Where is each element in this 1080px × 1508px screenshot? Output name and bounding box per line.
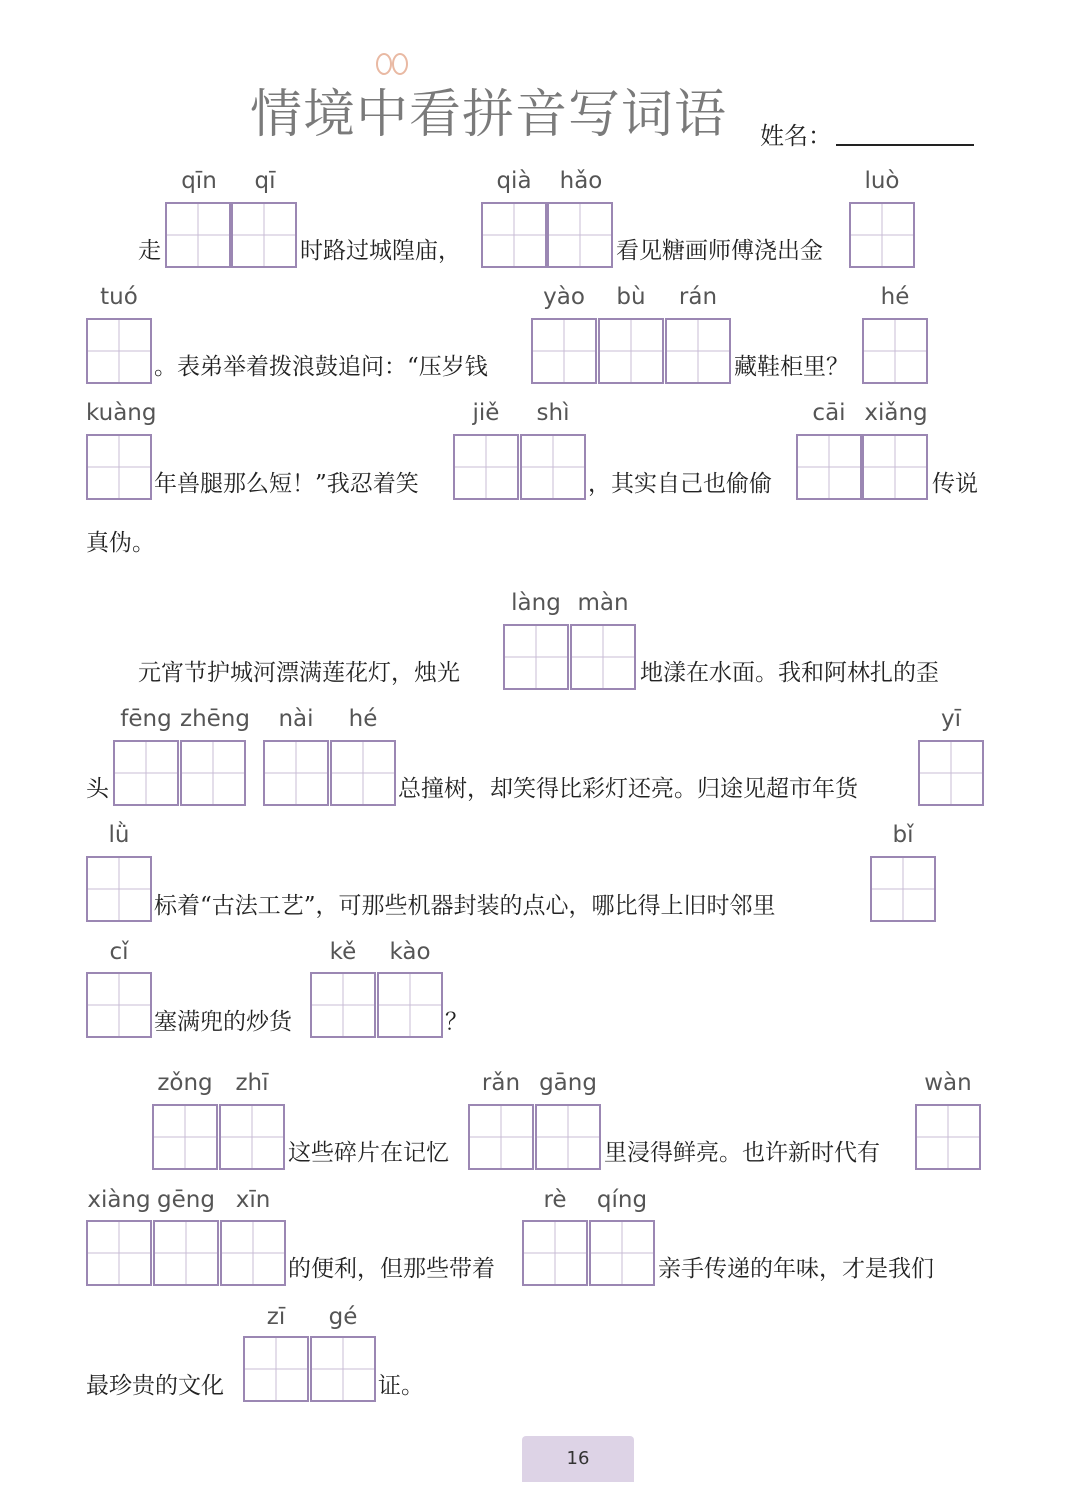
tianzige-writing-box[interactable] bbox=[870, 856, 936, 922]
passage-text: 头 bbox=[86, 776, 109, 802]
pinyin-label: hé bbox=[880, 284, 910, 310]
pinyin-label: kào bbox=[389, 939, 431, 965]
tianzige-writing-box[interactable] bbox=[219, 1104, 285, 1170]
passage-text: 时路过城隍庙， bbox=[300, 238, 461, 264]
tianzige-writing-box[interactable] bbox=[535, 1104, 601, 1170]
tianzige-writing-box[interactable] bbox=[862, 434, 928, 500]
tianzige-writing-box[interactable] bbox=[86, 972, 152, 1038]
passage-text: 塞满兜的炒货 bbox=[154, 1009, 292, 1035]
pinyin-label: yī bbox=[940, 706, 961, 732]
tianzige-writing-box[interactable] bbox=[570, 624, 636, 690]
passage-text: 证。 bbox=[378, 1373, 424, 1399]
pinyin-label: cāi bbox=[812, 400, 846, 426]
tianzige-writing-box[interactable] bbox=[86, 434, 152, 500]
passage-text: 这些碎片在记忆 bbox=[288, 1140, 449, 1166]
tianzige-writing-box[interactable] bbox=[165, 202, 231, 268]
passage-text: 年兽腿那么短！”我忍着笑 bbox=[154, 471, 419, 497]
tianzige-writing-box[interactable] bbox=[113, 740, 179, 806]
tianzige-writing-box[interactable] bbox=[86, 318, 152, 384]
tianzige-writing-box[interactable] bbox=[468, 1104, 534, 1170]
passage-text: 看见糖画师傅浇出金 bbox=[616, 238, 823, 264]
pinyin-label: kě bbox=[329, 939, 357, 965]
pinyin-label: gēng bbox=[157, 1187, 215, 1213]
pinyin-label: zhī bbox=[235, 1070, 269, 1096]
tianzige-writing-box[interactable] bbox=[598, 318, 664, 384]
tianzige-writing-box[interactable] bbox=[152, 1104, 218, 1170]
passage-text: 真伪。 bbox=[86, 530, 155, 556]
tianzige-writing-box[interactable] bbox=[86, 1220, 152, 1286]
passage-text: 藏鞋柜里？ bbox=[734, 354, 849, 380]
passage-text: 的便利，但那些带着 bbox=[288, 1256, 495, 1282]
pinyin-label: rè bbox=[543, 1187, 567, 1213]
tianzige-writing-box[interactable] bbox=[220, 1220, 286, 1286]
tianzige-writing-box[interactable] bbox=[377, 972, 443, 1038]
page-number: 16 bbox=[522, 1436, 634, 1482]
pinyin-label: lǜ bbox=[108, 822, 130, 848]
pinyin-label: yào bbox=[543, 284, 585, 310]
passage-text: 。表弟举着拨浪鼓追问：“压岁钱 bbox=[154, 354, 488, 380]
pinyin-label: shì bbox=[536, 400, 570, 426]
passage-text: 总撞树，却笑得比彩灯还亮。归途见超市年货 bbox=[398, 776, 858, 802]
tianzige-writing-box[interactable] bbox=[531, 318, 597, 384]
pinyin-label: làng bbox=[511, 590, 561, 616]
pinyin-label: qī bbox=[254, 168, 276, 194]
pinyin-label: rán bbox=[678, 284, 718, 310]
tianzige-writing-box[interactable] bbox=[589, 1220, 655, 1286]
tianzige-writing-box[interactable] bbox=[86, 856, 152, 922]
tianzige-writing-box[interactable] bbox=[243, 1336, 309, 1402]
pinyin-label: xīn bbox=[235, 1187, 271, 1213]
name-field-line[interactable] bbox=[836, 144, 974, 146]
pinyin-label: cǐ bbox=[109, 939, 129, 965]
pinyin-label: luò bbox=[864, 168, 900, 194]
bunny-ears-icon bbox=[370, 52, 414, 76]
pinyin-label: bǐ bbox=[892, 822, 914, 848]
pinyin-label: tuó bbox=[100, 284, 138, 310]
tianzige-writing-box[interactable] bbox=[263, 740, 329, 806]
tianzige-writing-box[interactable] bbox=[796, 434, 862, 500]
name-label: 姓名： bbox=[760, 122, 832, 150]
tianzige-writing-box[interactable] bbox=[522, 1220, 588, 1286]
passage-text: ？ bbox=[445, 1009, 468, 1035]
passage-text: 里浸得鲜亮。也许新时代有 bbox=[604, 1140, 880, 1166]
pinyin-label: qíng bbox=[596, 1187, 648, 1213]
tianzige-writing-box[interactable] bbox=[330, 740, 396, 806]
pinyin-label: nài bbox=[278, 706, 314, 732]
passage-text: 最珍贵的文化 bbox=[86, 1373, 224, 1399]
tianzige-writing-box[interactable] bbox=[310, 1336, 376, 1402]
tianzige-writing-box[interactable] bbox=[520, 434, 586, 500]
tianzige-writing-box[interactable] bbox=[481, 202, 547, 268]
pinyin-label: qīn bbox=[181, 168, 217, 194]
pinyin-label: qià bbox=[496, 168, 532, 194]
pinyin-label: kuàng bbox=[86, 400, 157, 426]
pinyin-label: hǎo bbox=[559, 168, 603, 194]
pinyin-label: zī bbox=[266, 1304, 286, 1330]
tianzige-writing-box[interactable] bbox=[503, 624, 569, 690]
tianzige-writing-box[interactable] bbox=[918, 740, 984, 806]
pinyin-label: fēng bbox=[120, 706, 172, 732]
passage-text: 走 bbox=[138, 238, 161, 264]
tianzige-writing-box[interactable] bbox=[665, 318, 731, 384]
pinyin-label: hé bbox=[348, 706, 378, 732]
pinyin-label: gāng bbox=[539, 1070, 597, 1096]
passage-text: 亲手传递的年味，才是我们 bbox=[658, 1256, 934, 1282]
tianzige-writing-box[interactable] bbox=[849, 202, 915, 268]
pinyin-label: xiǎng bbox=[864, 400, 928, 426]
pinyin-label: rǎn bbox=[481, 1070, 521, 1096]
pinyin-label: xiàng bbox=[87, 1187, 151, 1213]
pinyin-label: jiě bbox=[472, 400, 500, 426]
tianzige-writing-box[interactable] bbox=[310, 972, 376, 1038]
tianzige-writing-box[interactable] bbox=[547, 202, 613, 268]
pinyin-label: bù bbox=[616, 284, 646, 310]
passage-text: ，其实自己也偷偷 bbox=[588, 471, 772, 497]
pinyin-label: zhēng bbox=[180, 706, 250, 732]
passage-text: 地漾在水面。我和阿林扎的歪 bbox=[640, 660, 939, 686]
worksheet-title: 情境中看拼音写词语 bbox=[250, 85, 728, 145]
pinyin-label: màn bbox=[577, 590, 629, 616]
tianzige-writing-box[interactable] bbox=[231, 202, 297, 268]
tianzige-writing-box[interactable] bbox=[915, 1104, 981, 1170]
tianzige-writing-box[interactable] bbox=[453, 434, 519, 500]
pinyin-label: wàn bbox=[924, 1070, 972, 1096]
tianzige-writing-box[interactable] bbox=[153, 1220, 219, 1286]
passage-text: 元宵节护城河漂满莲花灯，烛光 bbox=[138, 660, 460, 686]
passage-text: 标着“古法工艺”，可那些机器封装的点心，哪比得上旧时邻里 bbox=[154, 893, 776, 919]
tianzige-writing-box[interactable] bbox=[180, 740, 246, 806]
pinyin-label: zǒng bbox=[157, 1070, 213, 1096]
tianzige-writing-box[interactable] bbox=[862, 318, 928, 384]
pinyin-label: gé bbox=[328, 1304, 358, 1330]
passage-text: 传说 bbox=[932, 471, 978, 497]
